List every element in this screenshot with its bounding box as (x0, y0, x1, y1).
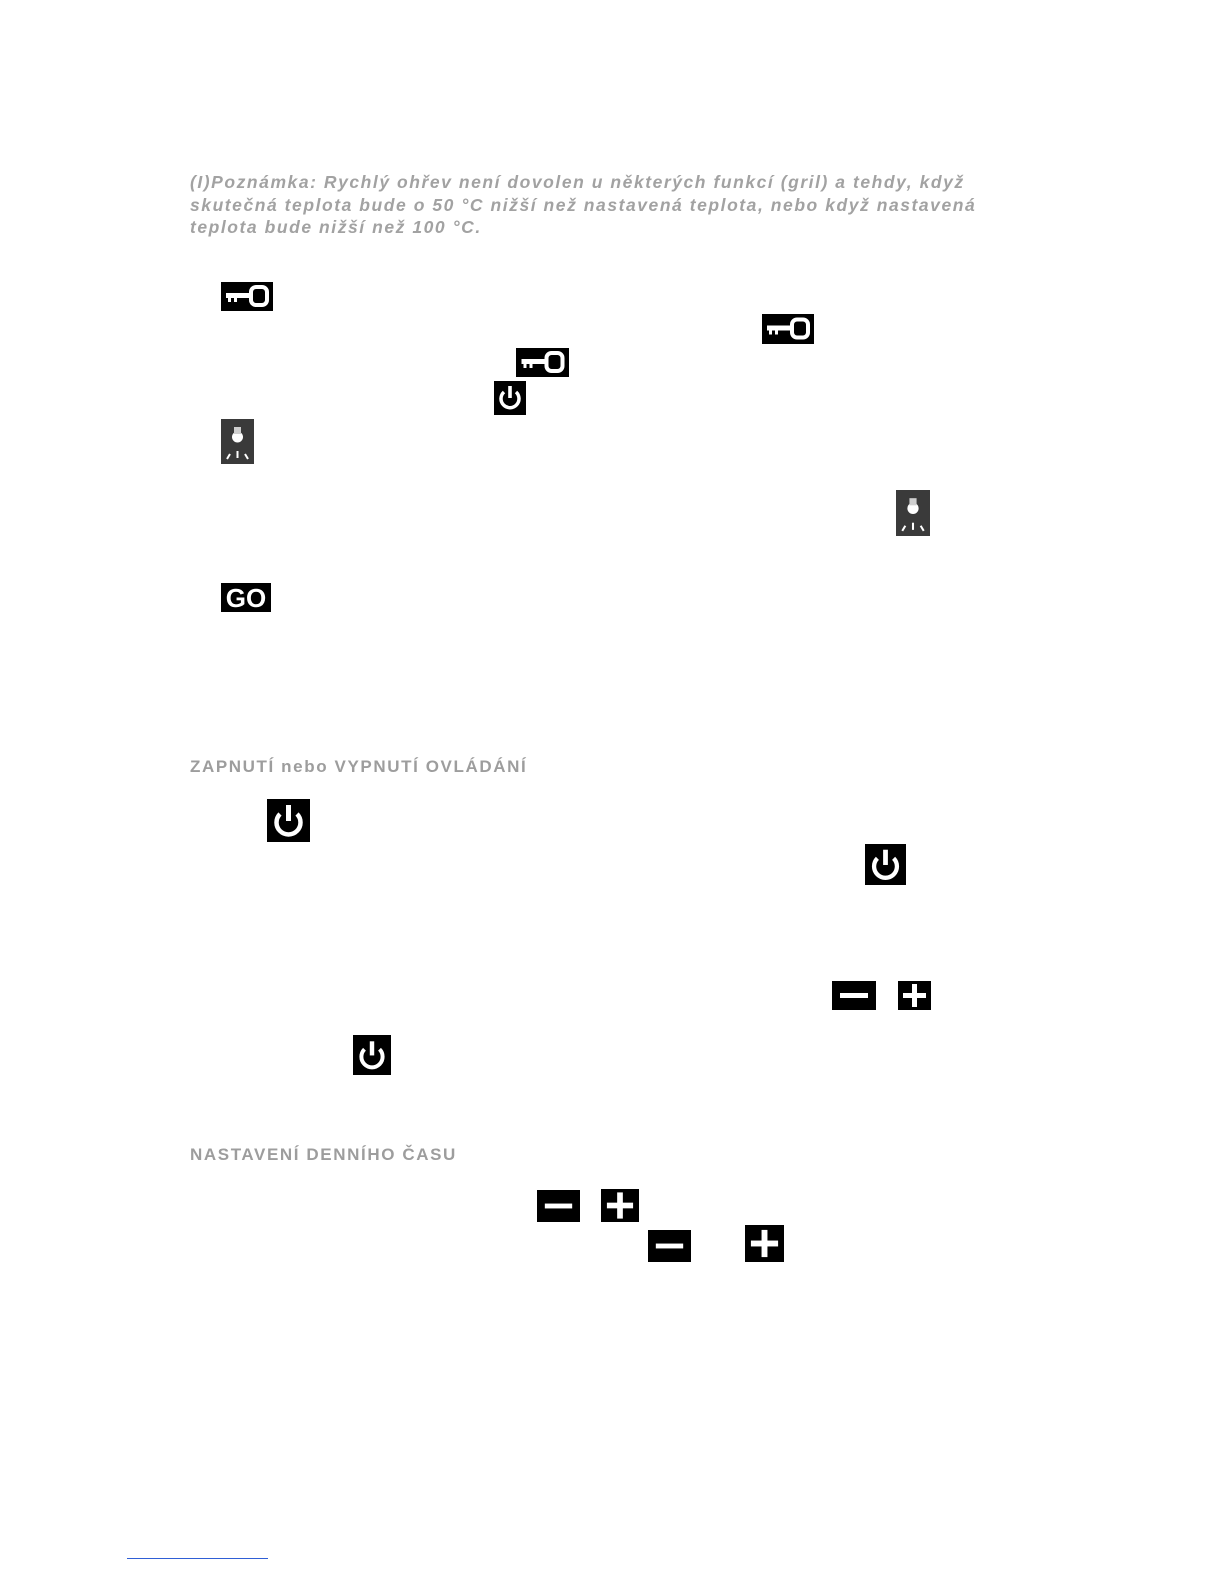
key-icon (516, 348, 569, 377)
power-icon (267, 799, 310, 842)
go-icon-label: GO (225, 583, 267, 612)
section-heading-controls: ZAPNUTÍ nebo VYPNUTÍ OVLÁDÁNÍ (190, 757, 528, 776)
minus-icon (537, 1190, 580, 1222)
lamp-icon (221, 419, 254, 464)
footnote-separator (127, 1558, 268, 1559)
power-icon (865, 844, 906, 885)
note-paragraph: (I)Poznámka: Rychlý ohřev není dovolen u některých funkcí (gril) a tehdy, když skutečná teplota bude o 50 °C nižší než nastavená teplota, nebo když nastavená teplota bude nižší než 100 °C. (190, 172, 977, 237)
power-icon (494, 381, 526, 415)
key-icon (221, 282, 273, 311)
plus-icon (601, 1189, 639, 1222)
power-icon (353, 1035, 391, 1075)
plus-icon (898, 981, 931, 1010)
section-heading-time: NASTAVENÍ DENNÍHO ČASU (190, 1145, 457, 1164)
lamp-icon (896, 490, 930, 536)
minus-icon (648, 1230, 691, 1262)
plus-icon (745, 1225, 784, 1262)
minus-icon (832, 981, 876, 1010)
go-icon (221, 583, 271, 612)
key-icon (762, 314, 814, 344)
